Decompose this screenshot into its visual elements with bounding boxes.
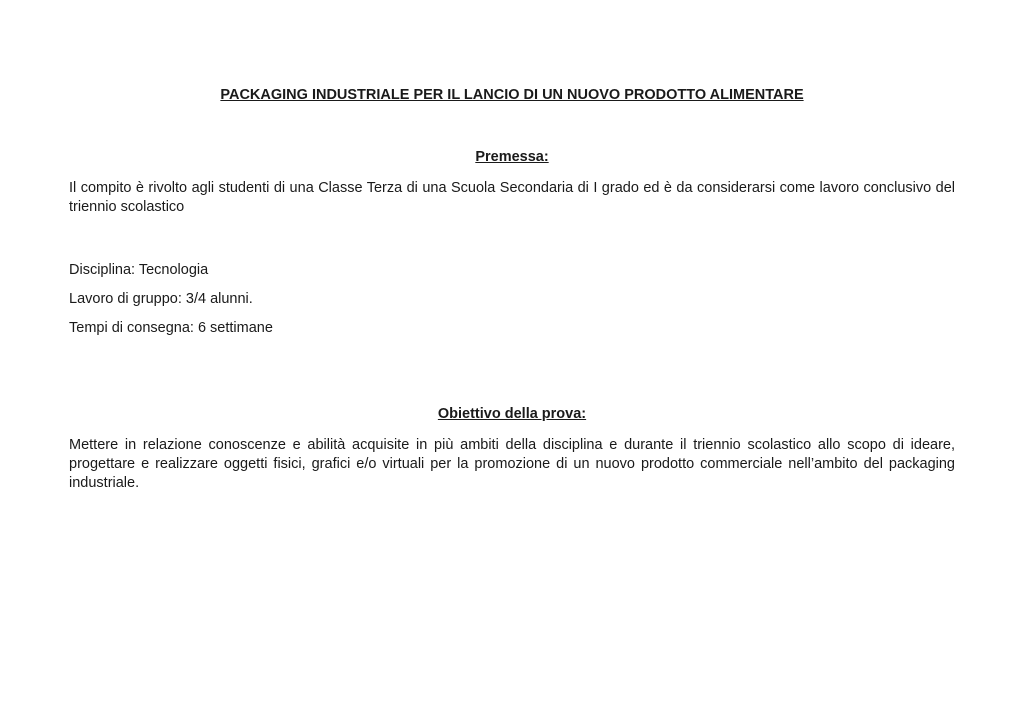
document-page [69,0,955,724]
disciplina-line: Disciplina: Tecnologia [69,262,209,278]
tempi-consegna-line: Tempi di consegna: 6 settimane [69,320,273,336]
document-title: PACKAGING INDUSTRIALE PER IL LANCIO DI UN NUOVO PRODOTTO ALIMENTARE [220,87,804,103]
premessa-heading: Premessa: [475,149,549,165]
lavoro-gruppo-line: Lavoro di gruppo: 3/4 alunni. [69,291,253,307]
obiettivo-paragraph: Mettere in relazione conoscenze e abilità acquisite in più ambiti della disciplina e durante il triennio scolastico allo scopo di ideare, progettare e realizzare oggetti fisici, grafici e/o virtuali per la promozione di un nuovo prodotto commerciale nell’ambito del packaging industriale. [69,437,955,491]
obiettivo-heading: Obiettivo della prova: [437,406,587,422]
premessa-paragraph: Il compito è rivolto agli studenti di una Classe Terza di una Scuola Secondaria di I grado ed è da considerarsi come lavoro conclusivo del triennio scolastico [69,180,955,215]
